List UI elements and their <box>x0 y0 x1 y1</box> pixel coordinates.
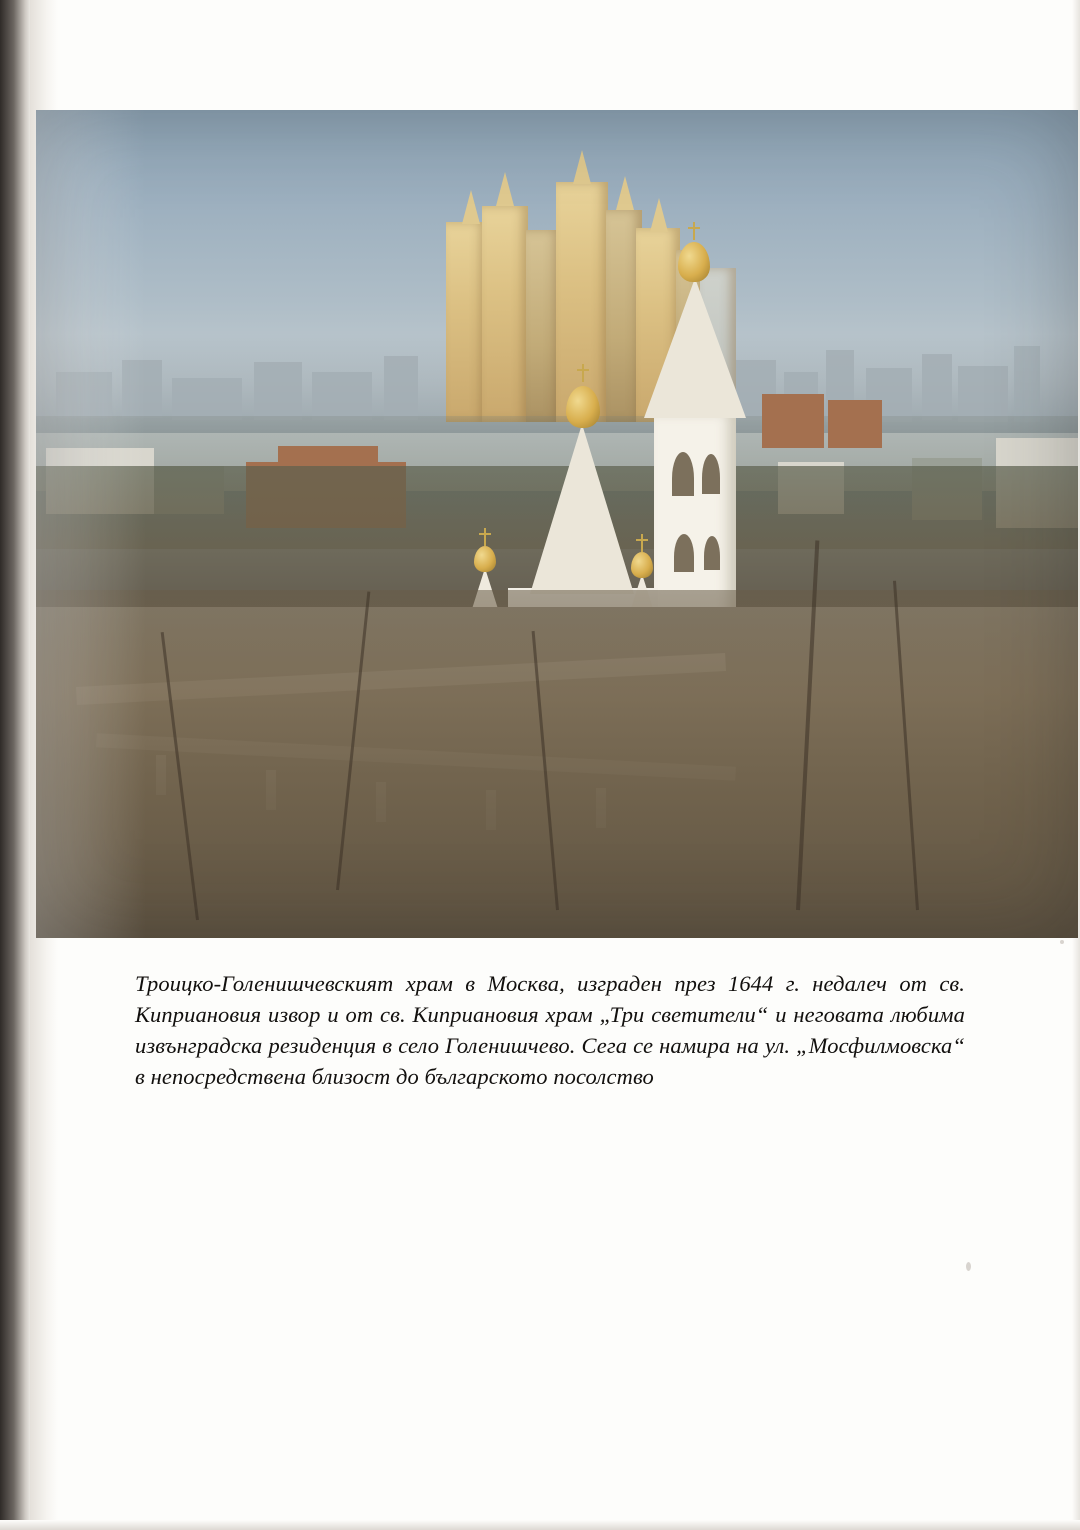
tower-spire <box>616 176 634 210</box>
page-edge-bottom <box>0 1520 1080 1530</box>
distant-building <box>958 366 1008 422</box>
bell-tower-arch <box>704 536 720 570</box>
church-main-cross <box>582 364 584 382</box>
distant-building <box>384 356 418 420</box>
tower-spire <box>650 198 668 232</box>
distant-building <box>56 372 112 418</box>
church-right-cross <box>641 534 643 552</box>
bell-tower-cross <box>693 222 695 240</box>
church-main-dome <box>566 386 600 428</box>
bell-tower-arch <box>672 452 694 496</box>
distant-building <box>172 378 242 420</box>
distant-building <box>122 360 162 418</box>
distant-building <box>254 362 302 420</box>
distant-building <box>1014 346 1040 422</box>
bell-tower-arch <box>674 534 694 572</box>
distant-building <box>312 372 372 420</box>
paper-speck <box>966 1262 971 1271</box>
distant-building <box>922 354 952 420</box>
church-tent-roof <box>530 424 634 594</box>
book-gutter-shadow <box>0 0 30 1530</box>
tower-spire <box>462 190 480 224</box>
tower-spire <box>573 150 591 184</box>
photograph <box>36 110 1078 938</box>
photo-scene <box>36 110 1078 938</box>
church-left-cross <box>484 528 486 546</box>
church-left-dome <box>474 546 496 572</box>
paper-speck <box>1060 940 1064 944</box>
midground-building <box>278 446 378 468</box>
bell-tower-arch <box>702 454 720 494</box>
tower-spire <box>496 172 514 206</box>
bell-tower-tent-roof <box>644 278 746 418</box>
midground-building <box>828 400 882 448</box>
church-right-dome <box>631 552 653 578</box>
photo-caption: Троицко-Голенишчевският храм в Москва, изграден през 1644 г. недалеч от св. Киприановия извор и от св. Киприановия храм „Три светители“ и неговата любима извънградска резиденция в село Голенишчево. Сега се намира на ул. „Мосфилмовска“ в непосредствена близост до българското посолство <box>135 971 965 1089</box>
